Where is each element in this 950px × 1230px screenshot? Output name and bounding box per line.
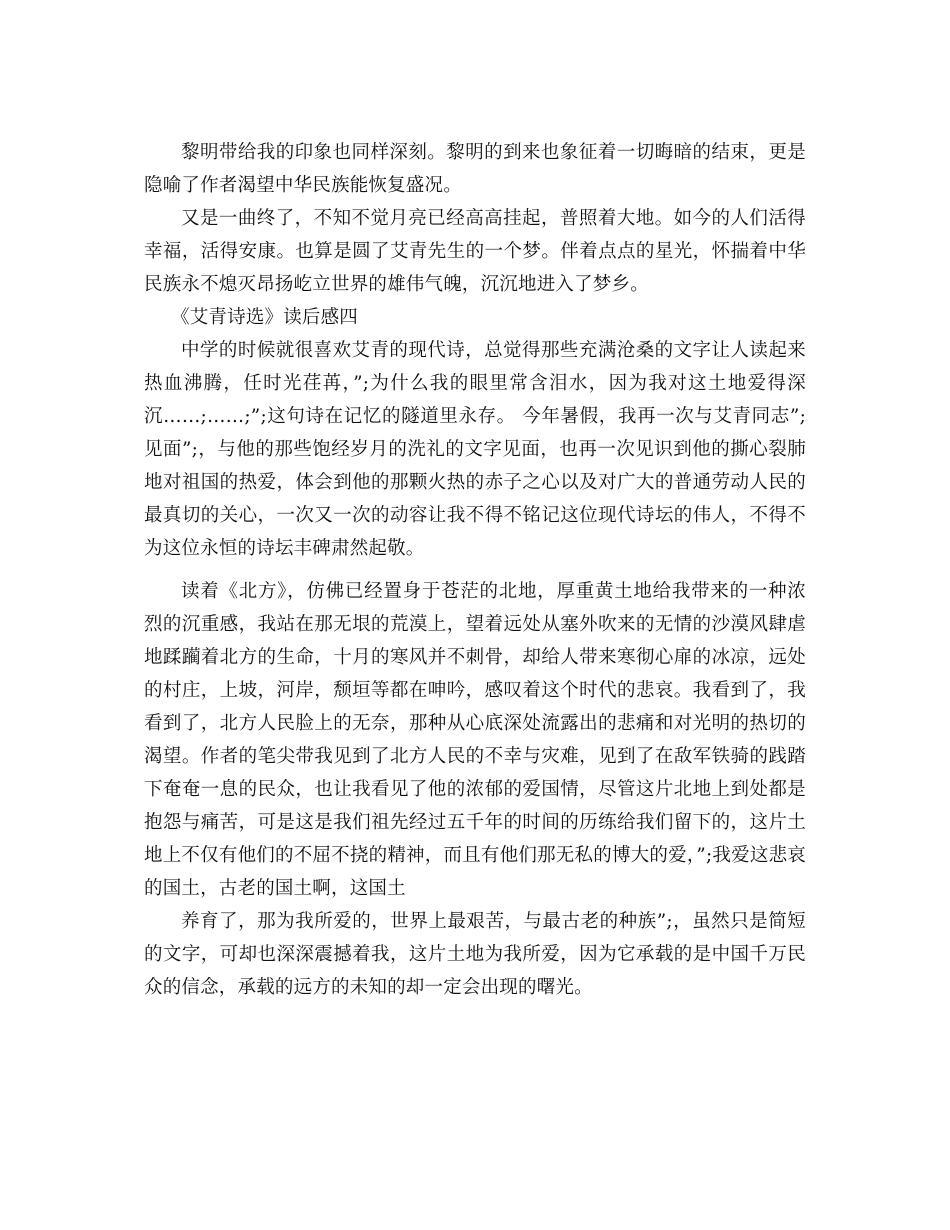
document-body <box>144 136 806 1004</box>
section-heading: 《艾青诗选》读后感四 <box>171 307 359 328</box>
paragraph-north: 读着《北方》，仿佛已经置身于苍茫的北地，厚重黄土地给我带来的一种浓烈的沉重感，我站在那无垠的荒漠上，望着远处从塞外吹来的无情的沙漠风肆虐地蹂躏着北方的生命，十月的寒风并不刺骨，却给人带来寒彻心扉的冰凉，远处的村庄，上坡，河岸，颓垣等都在呻吟，感叹着这个时代的悲哀。我看到了，我看到了，北方人民脸上的无奈，那种从心底深处流露出的悲痛和对光明的热切的渴望。作者的笔尖带我见到了北方人民的不幸与灾难，见到了在敌军铁骑的践踏下奄奄一息的民众，也让我看见了他的浓郁的爱国情，尽管这片北地上到处都是抱怨与痛苦，可是这是我们祖先经过五千年的时间的历练给我们留下的，这片土地上不仅有他们的不屈不挠的精神，而且有他们那无私的博大的爱，”;我爱这悲哀的国土，古老的国土啊，这国土 <box>144 581 806 899</box>
paragraph-conclusion: 养育了，那为我所爱的，世界上最艰苦，与最古老的种族”;，虽然只是简短的文字，可却也深深震撼着我，这片土地为我所爱，因为它承载的是中国千万民众的信念，承载的远方的未知的却一定会出现的曙光。 <box>144 911 806 998</box>
paragraph-dawn: 黎明带给我的印象也同样深刻。黎明的到来也象征着一切晦暗的结束，更是隐喻了作者渴望中华民族能恢复盛况。 <box>144 142 806 196</box>
paragraph-middle-school: 中学的时候就很喜欢艾青的现代诗，总觉得那些充满沧桑的文字让人读起来热血沸腾，任时光荏苒，”;为什么我的眼里常含泪水，因为我对这土地爱得深沉……;……;”;这句诗在记忆的隧道里永存。 今年暑假，我再一次与艾青同志”;见面”;，与他的那些饱经岁月的洗礼的文字见面，也再一次见识到他的撕心裂肺地对祖国的热爱，体会到他的那颗火热的赤子之心以及对广大的普通劳动人民的最真切的关心，一次又一次的动容让我不得不铭记这位现代诗坛的伟人，不得不为这位永恒的诗坛丰碑肃然起敬。 <box>144 340 806 559</box>
paragraph-moon: 又是一曲终了，不知不觉月亮已经高高挂起，普照着大地。如今的人们活得幸福，活得安康。也算是圆了艾青先生的一个梦。伴着点点的星光，怀揣着中华民族永不熄灭昂扬屹立世界的雄伟气魄，沉沉地进入了梦乡。 <box>144 208 806 295</box>
